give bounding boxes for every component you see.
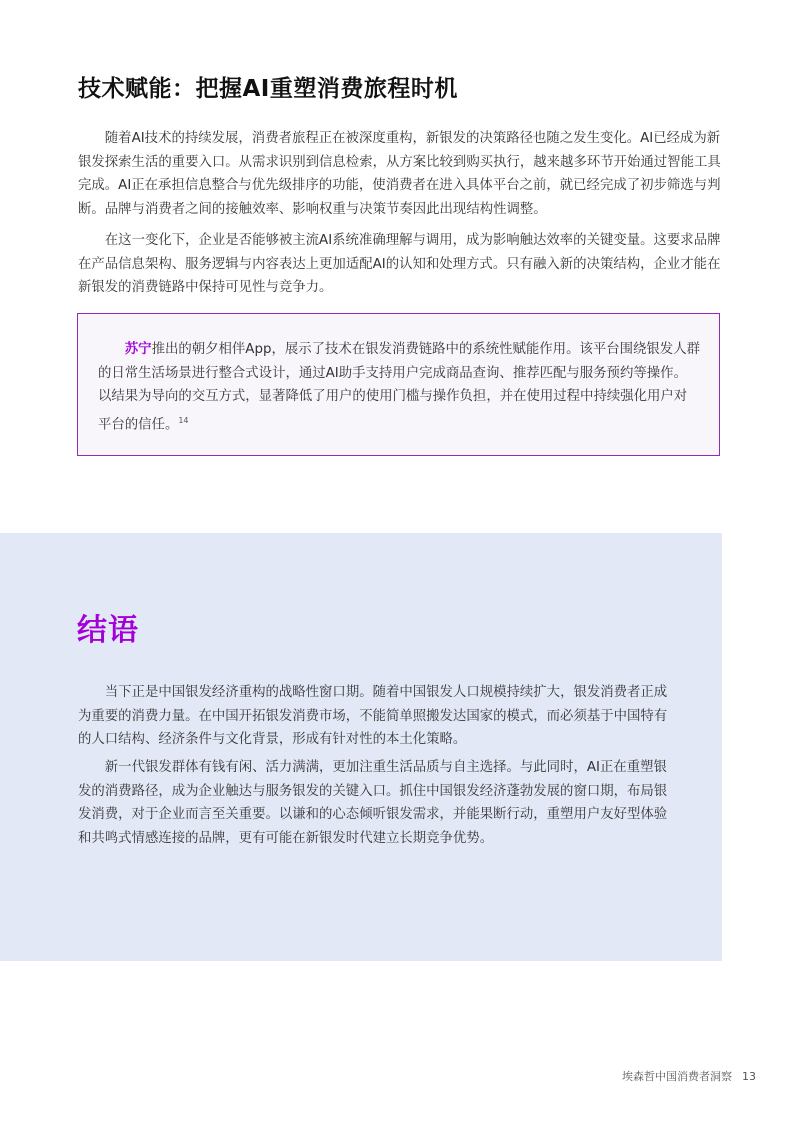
- case-study-text: [98, 338, 700, 436]
- case-study-brand: 苏宁: [124, 342, 152, 357]
- page-number: 13: [742, 1070, 756, 1083]
- body-paragraph: 在这一变化下，企业是否能够被主流AI系统准确理解与调用，成为影响触达效率的关键变量。这要求品牌在产品信息架构、服务逻辑与内容表达上更加适配AI的认知和处理方式。只有融入新的决策结构，企业才能在新银发的消费链路中保持可见性与竞争力。: [78, 233, 721, 295]
- body-paragraph: 随着AI技术的持续发展，消费者旅程正在被深度重构，新银发的决策路径也随之发生变化。AI已经成为新银发探索生活的重要入口。从需求识别到信息检索，从方案比较到购买执行，越来越多环节开始通过智能工具完成。AI正在承担信息整合与优先级排序的功能，使消费者在进入具体平台之前，就已经完成了初步筛选与判断。品牌与消费者之间的接触效率、影响权重与决策节奏因此出现结构性调整。: [78, 131, 721, 217]
- page-footer: [622, 1068, 756, 1084]
- conclusion-title: 结语: [77, 613, 139, 648]
- case-study-callout: [77, 313, 720, 456]
- footnote-marker: 14: [178, 415, 189, 425]
- publication-name: 埃森哲中国消费者洞察: [622, 1070, 732, 1083]
- section-title: 技术赋能：把握AI重塑消费旅程时机: [78, 76, 458, 102]
- case-study-body: 推出的朝夕相伴App，展示了技术在银发消费链路中的系统性赋能作用。该平台围绕银发人群的日常生活场景进行整合式设计，通过AI助手支持用户完成商品查询、推荐匹配与服务预约等操作。以结果为导向的交互方式，显著降低了用户的使用门槛与操作负担，并在使用过程中持续强化用户对平台的信任。: [98, 342, 700, 432]
- conclusion-panel: [0, 533, 722, 961]
- conclusion-paragraph: 当下正是中国银发经济重构的战略性窗口期。随着中国银发人口规模持续扩大，银发消费者正成为重要的消费力量。在中国开拓银发消费市场，不能简单照搬发达国家的模式，而必须基于中国特有的人口结构、经济条件与文化背景，形成有针对性的本土化策略。: [78, 685, 668, 747]
- conclusion-paragraph: 新一代银发群体有钱有闲、活力满满，更加注重生活品质与自主选择。与此同时，AI正在重塑银发的消费路径，成为企业触达与服务银发的关键入口。抓住中国银发经济蓬勃发展的窗口期，布局银发消费，对于企业而言至关重要。以谦和的心态倾听银发需求，并能果断行动，重塑用户友好型体验和共鸣式情感连接的品牌，更有可能在新银发时代建立长期竞争优势。: [78, 760, 668, 846]
